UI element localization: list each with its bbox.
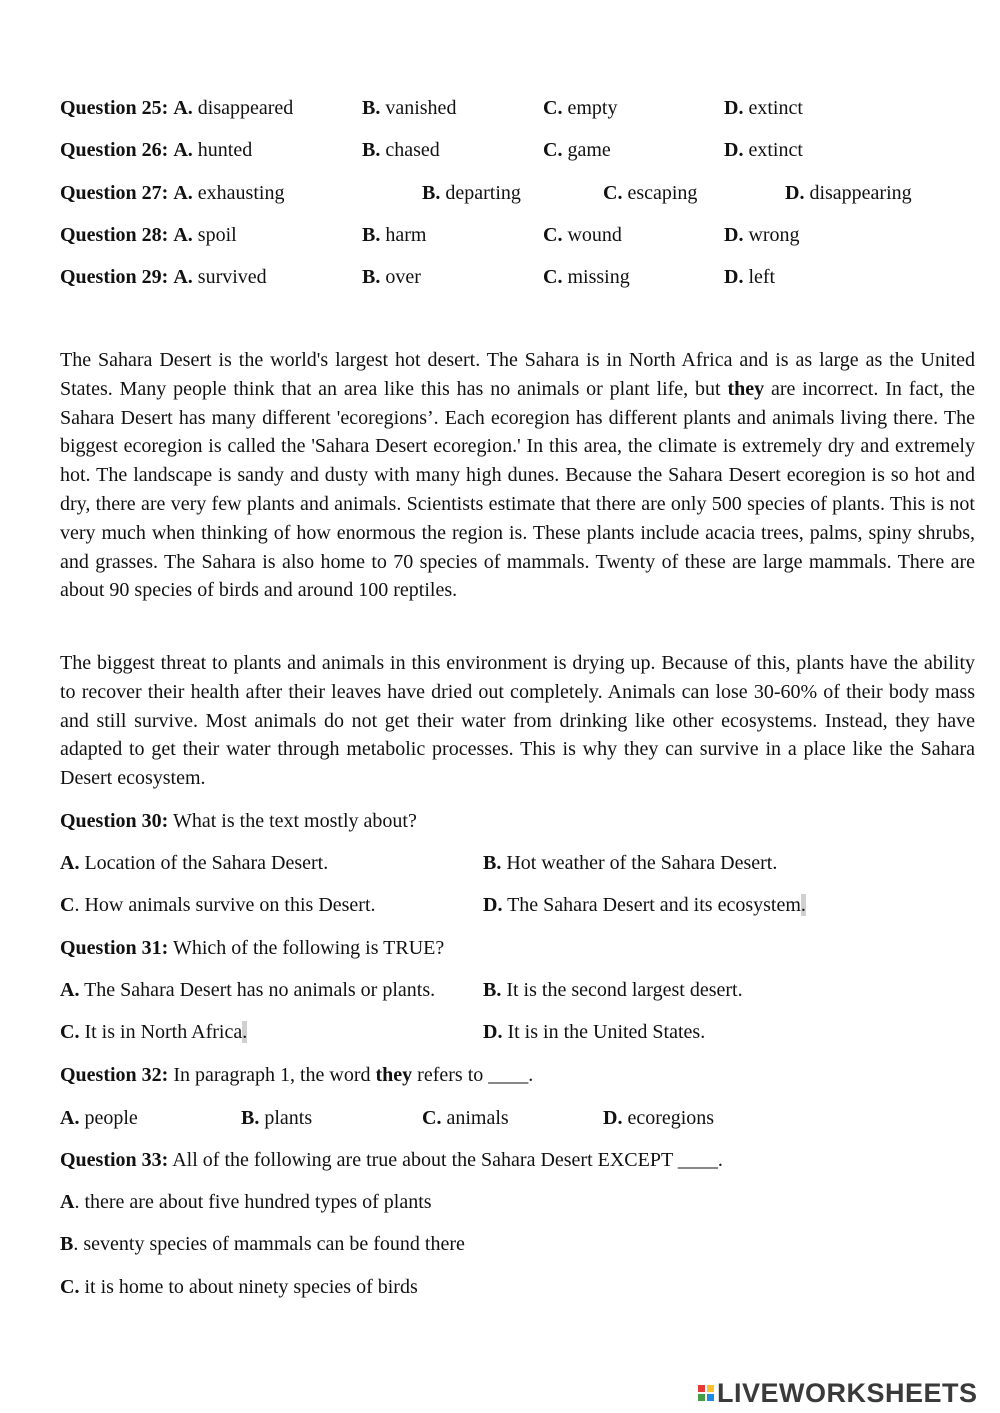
q28-option-a[interactable]: spoil <box>197 224 237 246</box>
question-33-label: Question 33: <box>60 1149 169 1171</box>
logo-square <box>698 1394 705 1401</box>
option-text: . How animals survive on this Desert. <box>74 894 376 916</box>
q29-option-b[interactable]: over <box>385 266 421 288</box>
liveworksheets-logo-text: LIVEWORKSHEETS <box>717 1377 978 1408</box>
liveworksheets-logo <box>698 1378 978 1408</box>
option-text: Location of the Sahara Desert. <box>79 852 329 874</box>
option-letter: B. <box>422 182 441 204</box>
question-26-label: Question 26: <box>60 139 169 161</box>
q27-option-d[interactable]: disappearing <box>809 182 912 204</box>
option-text: plants <box>259 1107 313 1129</box>
q25-option-b[interactable]: vanished <box>385 97 457 119</box>
option-letter: C. <box>60 1276 80 1298</box>
option-text: It is in North Africa <box>79 1021 243 1043</box>
option-letter: B. <box>241 1107 260 1129</box>
option-letter: A <box>60 1191 75 1213</box>
question-32-text: refers to ____. <box>412 1064 534 1086</box>
option-text: It is in the United States. <box>502 1021 706 1043</box>
q30-option-a[interactable] <box>60 851 328 875</box>
option-letter: C. <box>543 224 563 246</box>
q33-option-a[interactable] <box>60 1190 432 1214</box>
option-letter: B. <box>362 266 381 288</box>
q27-option-c[interactable]: escaping <box>627 182 698 204</box>
question-33-stem <box>60 1148 723 1172</box>
question-30-text: What is the text mostly about? <box>168 810 417 832</box>
option-letter: C. <box>603 182 623 204</box>
q27-option-b[interactable]: departing <box>445 182 521 204</box>
q32-option-a[interactable] <box>60 1106 138 1130</box>
option-letter: A. <box>60 1107 80 1129</box>
q25-option-a[interactable]: disappeared <box>197 97 294 119</box>
option-text: . seventy species of mammals can be found there <box>73 1233 465 1255</box>
question-32-keyword: they <box>375 1064 413 1086</box>
option-text: It is the second largest desert. <box>501 979 743 1001</box>
logo-square <box>707 1394 714 1401</box>
option-letter: A. <box>173 182 193 204</box>
q29-option-d[interactable]: left <box>748 266 776 288</box>
option-letter: A. <box>173 97 193 119</box>
option-letter: D. <box>483 894 503 916</box>
option-letter: A. <box>60 852 80 874</box>
question-32-stem <box>60 1063 533 1087</box>
option-letter: B. <box>362 97 381 119</box>
q28-option-d[interactable]: wrong <box>748 224 800 246</box>
option-letter: B. <box>362 139 381 161</box>
q25-option-c[interactable]: empty <box>567 97 618 119</box>
q33-option-c[interactable] <box>60 1275 418 1299</box>
option-text: The Sahara Desert and its ecosystem <box>502 894 801 916</box>
option-letter: C. <box>543 266 563 288</box>
option-text: . there are about five hundred types of plants <box>74 1191 432 1213</box>
passage-keyword-they: they <box>727 377 765 400</box>
q32-option-c[interactable] <box>422 1106 509 1130</box>
option-text: The Sahara Desert has no animals or plants. <box>79 979 436 1001</box>
liveworksheets-logo-icon <box>698 1385 714 1401</box>
question-27-label: Question 27: <box>60 182 169 204</box>
option-letter: B. <box>483 979 502 1001</box>
passage-text: The biggest threat to plants and animals in this environment is drying up. Because of this, plants have the ability to recover their health after their leaves have dried out completely. Animals can lose 30-60% of their body mass and still survive. Most animals do not get their water from drinking like other ecosystems. Instead, they have adapted to get their water through metabolic processes. This is why they can survive in a place like the Sahara Desert ecosystem. <box>60 652 975 790</box>
option-letter: C. <box>543 97 563 119</box>
q26-option-d[interactable]: extinct <box>748 139 803 161</box>
question-25-label: Question 25: <box>60 97 169 119</box>
q30-option-d[interactable] <box>483 893 806 917</box>
q26-option-a[interactable]: hunted <box>197 139 253 161</box>
option-letter: A. <box>173 266 193 288</box>
question-30-label: Question 30: <box>60 810 169 832</box>
q31-option-c[interactable] <box>60 1020 247 1044</box>
option-letter: D. <box>603 1107 623 1129</box>
option-text: animals <box>441 1107 509 1129</box>
option-letter: B. <box>362 224 381 246</box>
option-letter: B <box>60 1233 74 1255</box>
option-letter: A. <box>173 139 193 161</box>
passage-paragraph-1 <box>60 346 975 605</box>
option-letter: D. <box>483 1021 503 1043</box>
q32-option-b[interactable] <box>241 1106 312 1130</box>
option-letter: C. <box>60 1021 80 1043</box>
question-30-stem <box>60 809 417 833</box>
q27-option-a[interactable]: exhausting <box>197 182 285 204</box>
q33-option-b[interactable] <box>60 1232 465 1256</box>
logo-square <box>698 1385 705 1392</box>
option-text: Hot weather of the Sahara Desert. <box>501 852 778 874</box>
option-text: people <box>79 1107 138 1129</box>
q31-option-a[interactable] <box>60 978 435 1002</box>
q28-option-c[interactable]: wound <box>567 224 622 246</box>
passage-text: The Sahara Desert is the world's largest hot desert. The Sahara is in North Africa and is as large as the United States. Many people think that an area like this has no animals or plant life, but <box>60 349 975 400</box>
option-letter: D. <box>724 97 744 119</box>
option-letter: C <box>60 894 75 916</box>
question-31-text: Which of the following is TRUE? <box>168 937 445 959</box>
question-32-text: In paragraph 1, the word <box>168 1064 376 1086</box>
option-letter: D. <box>785 182 805 204</box>
passage-paragraph-2 <box>60 649 975 793</box>
logo-square <box>707 1385 714 1392</box>
q31-option-b[interactable] <box>483 978 743 1002</box>
option-text: it is home to about ninety species of birds <box>79 1276 418 1298</box>
q30-option-c[interactable] <box>60 893 376 917</box>
question-32-label: Question 32: <box>60 1064 169 1086</box>
question-31-label: Question 31: <box>60 937 169 959</box>
option-text-end: . <box>800 894 806 916</box>
option-text: ecoregions <box>622 1107 715 1129</box>
question-33-text: All of the following are true about the Sahara Desert EXCEPT ____. <box>168 1149 723 1171</box>
option-text-end: . <box>242 1021 248 1043</box>
q31-option-d[interactable] <box>483 1020 705 1044</box>
question-28-label: Question 28: <box>60 224 169 246</box>
q29-option-a[interactable]: survived <box>197 266 267 288</box>
question-29-label: Question 29: <box>60 266 169 288</box>
q26-option-c[interactable]: game <box>567 139 611 161</box>
q26-option-b[interactable]: chased <box>385 139 440 161</box>
option-letter: A. <box>60 979 80 1001</box>
passage-text: are incorrect. In fact, the Sahara Desert has many different 'ecoregions’. Each ecoregion has different plants and animals living there. The biggest ecoregion is called the 'Sahara Desert ecoregion.' In this area, the climate is extremely dry and extremely hot. The landscape is sandy and dusty with many high dunes. Because the Sahara Desert ecoregion is so hot and dry, there are very few plants and animals. Scientists estimate that there are only 500 species of plants. This is not very much when thinking of how enormous the region is. These plants include acacia trees, palms, spiny shrubs, and grasses. The Sahara is also home to 70 species of mammals. Twenty of these are large mammals. There are about 90 species of birds and around 100 reptiles. <box>60 377 975 602</box>
option-letter: C. <box>422 1107 442 1129</box>
q29-option-c[interactable]: missing <box>567 266 630 288</box>
q25-option-d[interactable]: extinct <box>748 97 803 119</box>
option-letter: A. <box>173 224 193 246</box>
option-letter: B. <box>483 852 502 874</box>
option-letter: D. <box>724 224 744 246</box>
option-letter: D. <box>724 266 744 288</box>
question-31-stem <box>60 936 444 960</box>
q30-option-b[interactable] <box>483 851 777 875</box>
q28-option-b[interactable]: harm <box>385 224 427 246</box>
option-letter: C. <box>543 139 563 161</box>
q32-option-d[interactable] <box>603 1106 714 1130</box>
option-letter: D. <box>724 139 744 161</box>
